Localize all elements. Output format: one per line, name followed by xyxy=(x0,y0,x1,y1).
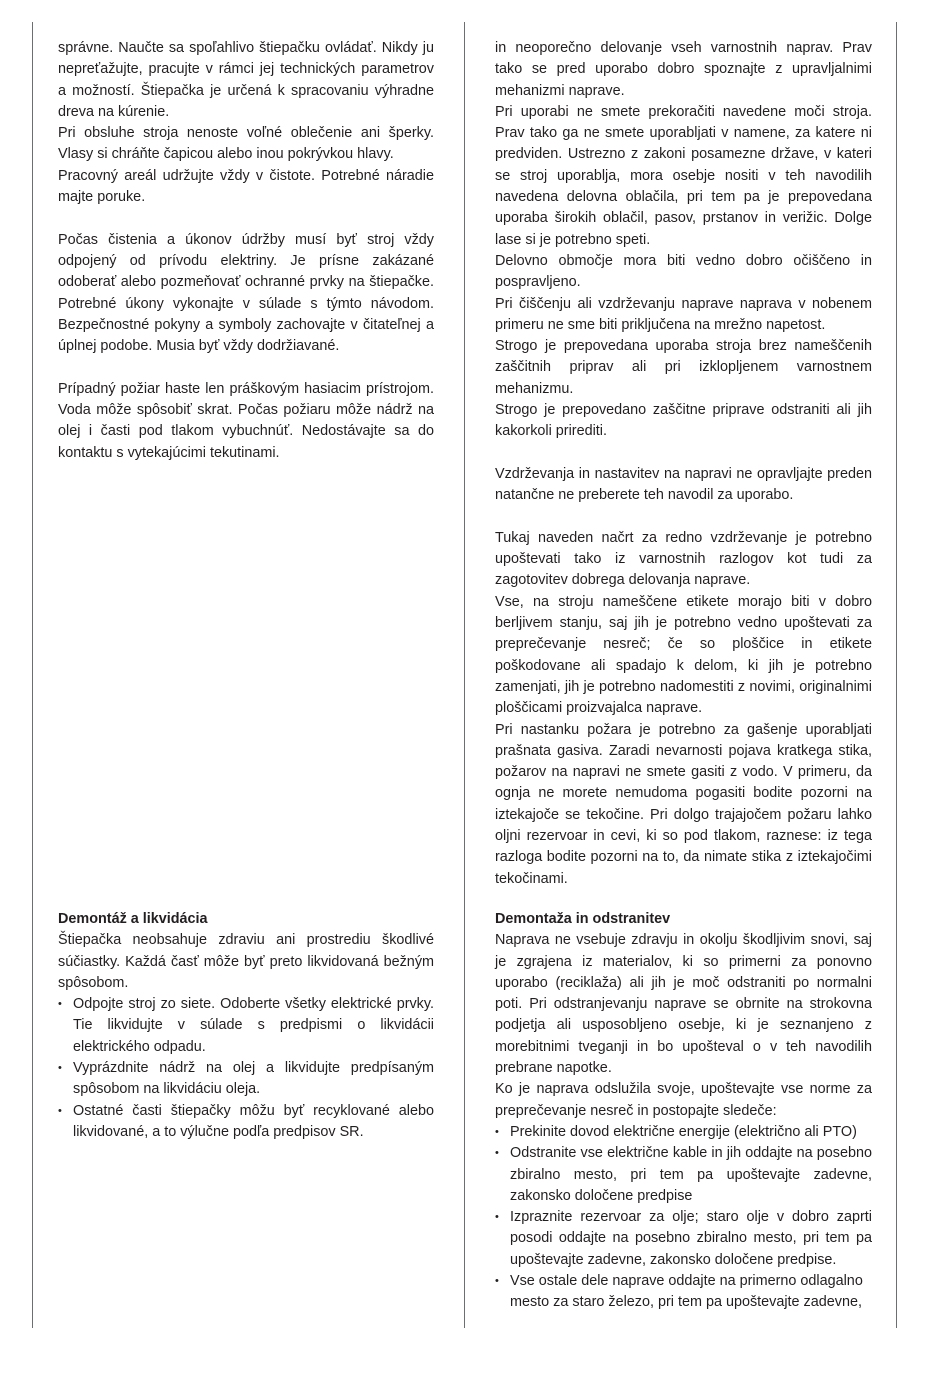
left-margin-rule xyxy=(32,22,33,1328)
list-item: • Izpraznite rezervoar za olje; staro olje v dobro zaprti posodi oddajte na posebno zbiralno mesto, pri tem pa upoštevajte zadevne, zakonsko določene predpise. xyxy=(495,1207,872,1271)
right-paragraph: in neoporečno delovanje vseh varnostnih naprav. Prav tako se pred uporabo dobro spoznajte z upravljalnimi mehanizmi naprave. xyxy=(495,40,872,99)
left-paragraph: Prípadný požiar haste len práškovým hasiacim prístrojom. Voda môže spôsobiť skrat. Počas požiaru môže nádrž na olej i časti pod tlakom vybuchnúť. Nedostávajte sa do kontaktu s vytekajúcimi tekutinami. xyxy=(58,380,434,461)
right-paragraph: Pri nastanku požara je potrebno za gašenje uporabljati prašnata gasiva. Zaradi nevarnosti pojava kratkega stika, požarov na napravi ne smete gasiti z vodo. V primeru, da ognja ne morete nemudoma pogasiti bodite pozorni na iztekajoče se tekočine. Pri dolgo trajajočem požaru lahko oljni rezervoar in cevi, ki so pod tlakom, raznese: iz tega razloga bodite pozorni na to, da nimate stika z iztekajočimi tekočinami. xyxy=(495,721,872,887)
left-disposal-list xyxy=(58,994,434,1143)
column-divider-rule xyxy=(464,22,465,1328)
left-paragraph: Počas čistenia a úkonov údržby musí byť stroj vždy odpojený od prívodu elektriny. Je prísne zakázané odoberať alebo pozmeňovať ochranné prvky na štiepačke. Potrebné úkony vykonajte v súlade s týmto návodom. Bezpečnostné pokyny a symboly zachovajte v čitateľnej a úplnej podobe. Musia byť vždy dodržiavané. xyxy=(58,231,434,355)
right-paragraph: Strogo je prepovedano zaščitne priprave odstraniti ali jih kakorkoli prirediti. xyxy=(495,402,872,440)
list-item: • Ostatné časti štiepačky môžu byť recyklované alebo likvidované, a to výlučne podľa predpisov SR. xyxy=(58,1101,434,1144)
right-paragraph: Pri uporabi ne smete prekoračiti navedene moči stroja. Prav tako ga ne smete uporabljati v namene, za katere ni predviden. Ustrezno z zakoni posamezne države, v kateri se stroj uporablja, mora osebje nositi v teh navodilih navedena delovna oblačila, pri tem pa je prepovedana uporaba širokih oblačil, pasov, prstanov in verižic. Dolge lase si je potrebno speti. xyxy=(495,103,872,248)
left-disposal-heading: Demontáž a likvidácia xyxy=(58,911,208,927)
right-paragraph: Strogo je prepovedana uporaba stroja brez nameščenih zaščitnih priprav ali pri izklopljenem varnostnem mehanizmu. xyxy=(495,338,872,397)
list-item: • Odstranite vse električne kable in jih oddajte na posebno zbiralno mesto, pri tem pa upoštevajte zadevne, zakonsko določene predpise xyxy=(495,1143,872,1207)
left-safety-section xyxy=(58,38,434,464)
left-paragraph: správne. Naučte sa spoľahlivo štiepačku ovládať. Nikdy ju nepreťažujte, pracujte v rámci jej technických parametrov a možností. Štiepačka je určená k spracovaniu výhradne dreva na kúrenie. xyxy=(58,40,434,120)
right-paragraph: Vzdrževanja in nastavitev na napravi ne opravljajte preden natančne ne preberete teh navodil za uporabo. xyxy=(495,465,872,504)
right-disposal-intro-2: Ko je naprava odslužila svoje, upoštevajte vse norme za preprečevanje nesreč in postopajte sledeče: xyxy=(495,1081,872,1119)
list-item: • Vyprázdnite nádrž na olej a likvidujte predpísaným spôsobom na likvidáciu oleja. xyxy=(58,1058,434,1101)
right-disposal-list xyxy=(495,1122,872,1314)
right-disposal-section xyxy=(495,909,872,1314)
list-item: • Vse ostale dele naprave oddajte na primerno odlagalno mesto za staro železo, pri tem pa upoštevajte zadevne, xyxy=(495,1271,872,1314)
left-disposal-section xyxy=(58,909,434,1143)
right-margin-rule xyxy=(896,22,897,1328)
list-item: • Odpojte stroj zo siete. Odoberte všetky elektrické prvky. Tie likvidujte v súlade s predpismi o likvidácii elektrického odpadu. xyxy=(58,994,434,1058)
right-safety-section xyxy=(495,38,872,890)
right-paragraph: Tukaj naveden načrt za redno vzdrževanje je potrebno upoštevati tako iz varnostnih razlogov kot tudi za zagotovitev dobrega delovanja naprave. xyxy=(495,529,872,589)
right-paragraph: Vse, na stroju nameščene etikete morajo biti v dobro berljivem stanju, saj jih je potrebno vedno upoštevati za preprečevanje nesreč; če so ploščice in etikete poškodovane ali spadajo k delom, ki jih je potrebno zamenjati, jih je potrebno nadomestiti z novimi, originalnimi ploščicami proizvajalca naprave. xyxy=(495,593,872,717)
right-disposal-heading: Demontaža in odstranitev xyxy=(495,911,671,927)
right-disposal-intro: Naprava ne vsebuje zdravju in okolju škodljivim snovi, saj je zgrajena iz materialov, ki so primerni za ponovno uporabo (reciklaža) ali jih je moč odstraniti po normalni poti. Pri odstranjevanju naprave se obrnite na strokovna podjetja ali usposobljeno osebje, ki je seznanjeno z morebitnimi tveganji in bo upošteval o v teh navodilih prebrane napotke. xyxy=(495,932,872,1077)
right-paragraph: Pri čiščenju ali vzdrževanju naprave naprava v nobenem primeru ne sme biti priključena na mrežno napetost. xyxy=(495,295,872,333)
left-paragraph: Pri obsluhe stroja nenoste voľné oblečenie ani šperky. Vlasy si chráňte čapicou alebo inou pokrývkou hlavy. xyxy=(58,125,434,163)
list-item: • Prekinite dovod električne energije (električno ali PTO) xyxy=(495,1122,872,1143)
left-disposal-intro: Štiepačka neobsahuje zdraviu ani prostrediu škodlivé súčiastky. Každá časť môže byť preto likvidovaná bežným spôsobom. xyxy=(58,932,434,991)
left-paragraph: Pracovný areál udržujte vždy v čistote. Potrebné náradie majte poruke. xyxy=(58,167,434,206)
right-paragraph: Delovno območje mora biti vedno dobro očiščeno in pospravljeno. xyxy=(495,252,872,291)
